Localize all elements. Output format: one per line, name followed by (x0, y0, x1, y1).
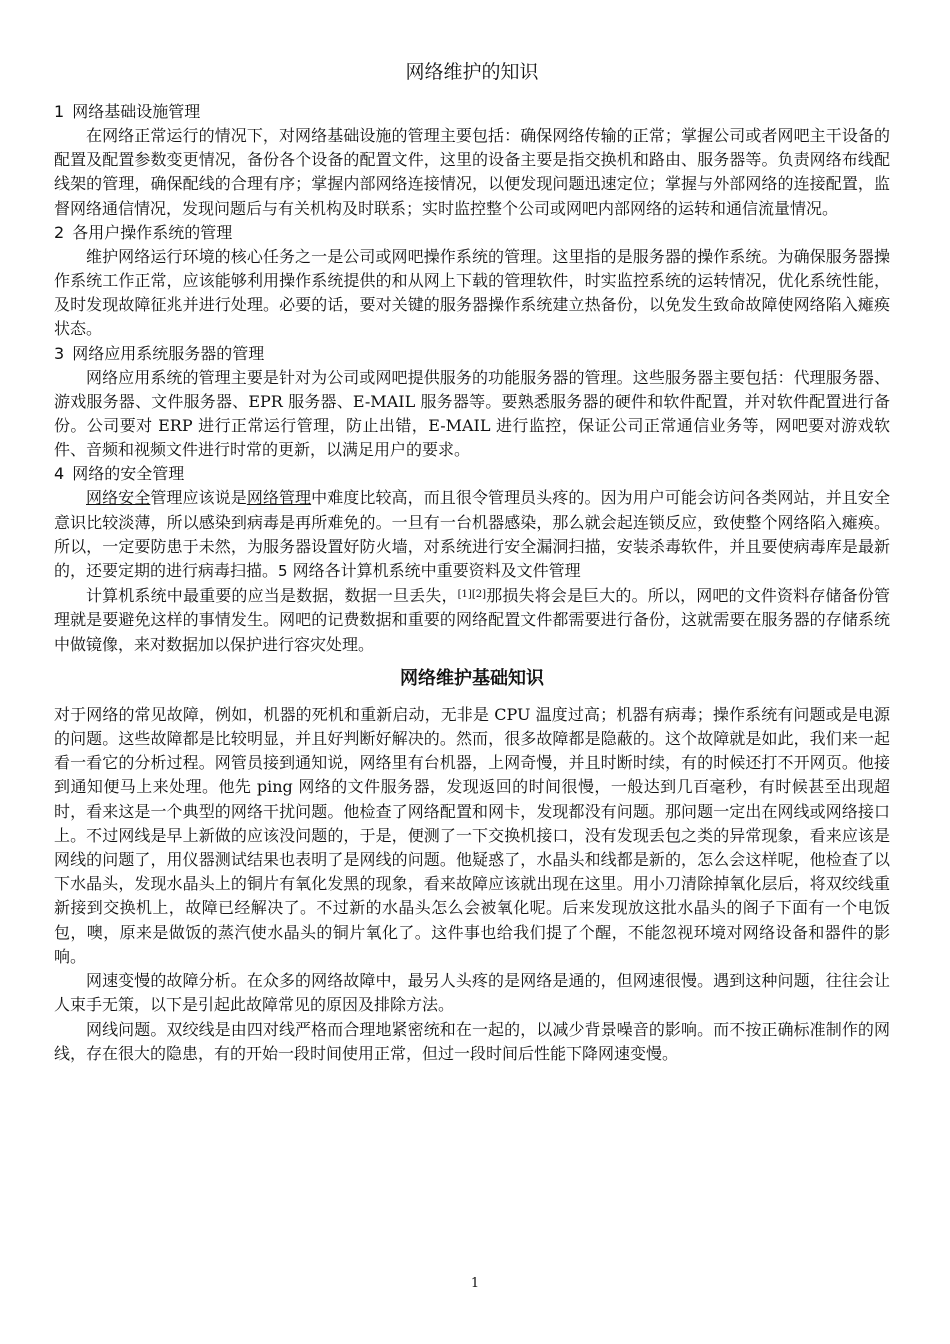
section-1-heading (54, 100, 890, 124)
section-5-number: 5 (278, 562, 288, 581)
section-3-title: 网络应用系统服务器的管理 (72, 343, 265, 363)
slow-network-paragraph: 网速变慢的故障分析。在众多的网络故障中，最另人头疼的是网络是通的，但网速很慢。遇到这种问题，往往会让人束手无策，以下是引起此故障常见的原因及排除方法。 (54, 971, 890, 1015)
section-5-title: 网络各计算机系统中重要资料及文件管理 (292, 561, 581, 581)
section-3-heading (54, 342, 890, 366)
section-1-title: 网络基础设施管理 (72, 102, 201, 121)
section-1-number: 1 (54, 102, 65, 121)
section-4-body (54, 486, 890, 583)
section-5-text-a: 计算机系统中最重要的应当是数据，数据一旦丢失， (86, 586, 458, 606)
cable-problem-paragraph: 网线问题。双绞线是由四对线严格而合理地紧密统和在一起的，以减少背景噪音的影响。而不按正确标准制作的网线，存在很大的隐患，有的开始一段时间使用正常，但过一段时间后性能下降网速变慢。 (54, 1019, 890, 1063)
section-2-title: 各用户操作系统的管理 (72, 222, 233, 242)
link-network-management[interactable]: 网络管理 (246, 488, 312, 508)
section-4-title: 网络的安全管理 (72, 464, 185, 484)
document-page (54, 58, 890, 1066)
section-4-text-mid: 管理应该说是 (150, 488, 247, 508)
section-1-body: 在网络正常运行的情况下，对网络基础设施的管理主要包括：确保网络传输的正常；掌握公司或者网吧主干设备的配置及配置参数变更情况，备份各个设备的配置文件，这里的设备主要是指交换机和路由、服务器等。负责网络布线配线架的管理，确保配线的合理有序；掌握内部网络连接情况，以便发现问题迅速定位；掌握与外部网络的连接配置，监督网络通信情况，发现问题后与有关机构及时联系；实时监控整个公司或网吧内部网络的运转和通信流量情况。 (54, 126, 890, 218)
page-number: 1 (470, 1276, 480, 1291)
section-5-text-b: 那损失将会是巨大的。所以，网吧的文件资料存储备份管理就是要避免这样的事情发生。网吧的记费数据和重要的网络配置文件都需要进行备份，这就需要在服务器的存储系统中做镜像，来对数据加以保护进行容灾处理。 (54, 586, 890, 654)
section-2-body: 维护网络运行环境的核心任务之一是公司或网吧操作系统的管理。这里指的是服务器的操作系统。为确保服务器操作系统工作正常，应该能够利用操作系统提供的和从网上下载的管理软件，时实监控系统的运转情况，优化系统性能，及时发现故障征兆并进行处理。必要的话，要对关键的服务器操作系统建立热备份，以免发生致命故障使网络陷入瘫痪状态。 (54, 246, 890, 339)
link-network-security[interactable]: 网络安全 (86, 488, 151, 508)
section-4-text: 中难度比较高，而且很令管理员头疼的。因为用户可能会访问各类网站，并且安全意识比较淡薄，所以感染到病毒是再所难免的。一旦有一台机器感染，那么就会起连锁反应，致使整个网络陷入瘫痪。所以，一定要防患于未然，为服务器设置好防火墙，对系统进行安全漏洞扫描，安装杀毒软件，并且要使病毒库是最新的，还要定期的进行病毒扫描。 (54, 488, 890, 581)
section-2-heading (54, 221, 890, 245)
section-4-number: 4 (54, 464, 65, 484)
second-title: 网络维护基础知识 (400, 667, 544, 689)
section-2-number: 2 (54, 222, 65, 242)
section-3-number: 3 (54, 343, 65, 363)
document-title: 网络维护的知识 (405, 61, 539, 83)
citation-marker[interactable]: [1][2] (457, 589, 486, 601)
section-5-body (54, 583, 890, 657)
troubleshooting-paragraph: 对于网络的常见故障，例如，机器的死机和重新启动，无非是 CPU 温度过高；机器有病毒；操作系统有问题或是电源的问题。这些故障都是比较明显，并且好判断好解决的。然而，很多故障都是隐蔽的。这个故障就是如此，我们来一起看一看它的分析过程。网管员接到通知说，网络里有台机器，上网奇慢，并且时断时续，有的时候还打不开网页。他接到通知便马上来处理。他先 ping 网络的文件服务器，发现返回的时间很慢，一般达到几百毫秒，有时候甚至出现超时，看来这是一个典型的网络干扰问题。他检查了网络配置和网卡，发现都没有问题。那问题一定出在网线或网络接口上。不过网线是早上新做的应该没问题的，于是，便测了一下交换机接口，没有发现丢包之类的异常现象，看来应该是网线的问题了，用仪器测试结果也表明了是网线的问题。他疑惑了，水晶头和线都是新的，怎么会这样呢，他检查了以下水晶头，发现水晶头上的铜片有氧化发黑的现象，看来故障应该就出现在这里。用小刀清除掉氧化层后，将双绞线重新接到交换机上，故障已经解决了。不过新的水晶头怎么会被氧化呢。后来发现放这批水晶头的阁子下面有一个电饭包，噢，原来是做饭的蒸汽使水晶头的铜片氧化了。这件事也给我们提了个醒，不能忽视环境对网络设备和器件的影响。 (54, 704, 890, 966)
section-3-body: 网络应用系统的管理主要是针对为公司或网吧提供服务的功能服务器的管理。这些服务器主要包括：代理服务器、游戏服务器、文件服务器、EPR 服务器、E-MAIL 服务器等。要熟悉服务器的硬件和软件配置，并对软件配置进行备份。公司要对 ERP 进行正常运行管理，防止出错，E-MAIL 进行监控，保证公司正常通信业务等，网吧要对游戏软件、音频和视频文件进行时常的更新，以满足用户的要求。 (54, 367, 890, 460)
section-4-heading (54, 462, 890, 486)
